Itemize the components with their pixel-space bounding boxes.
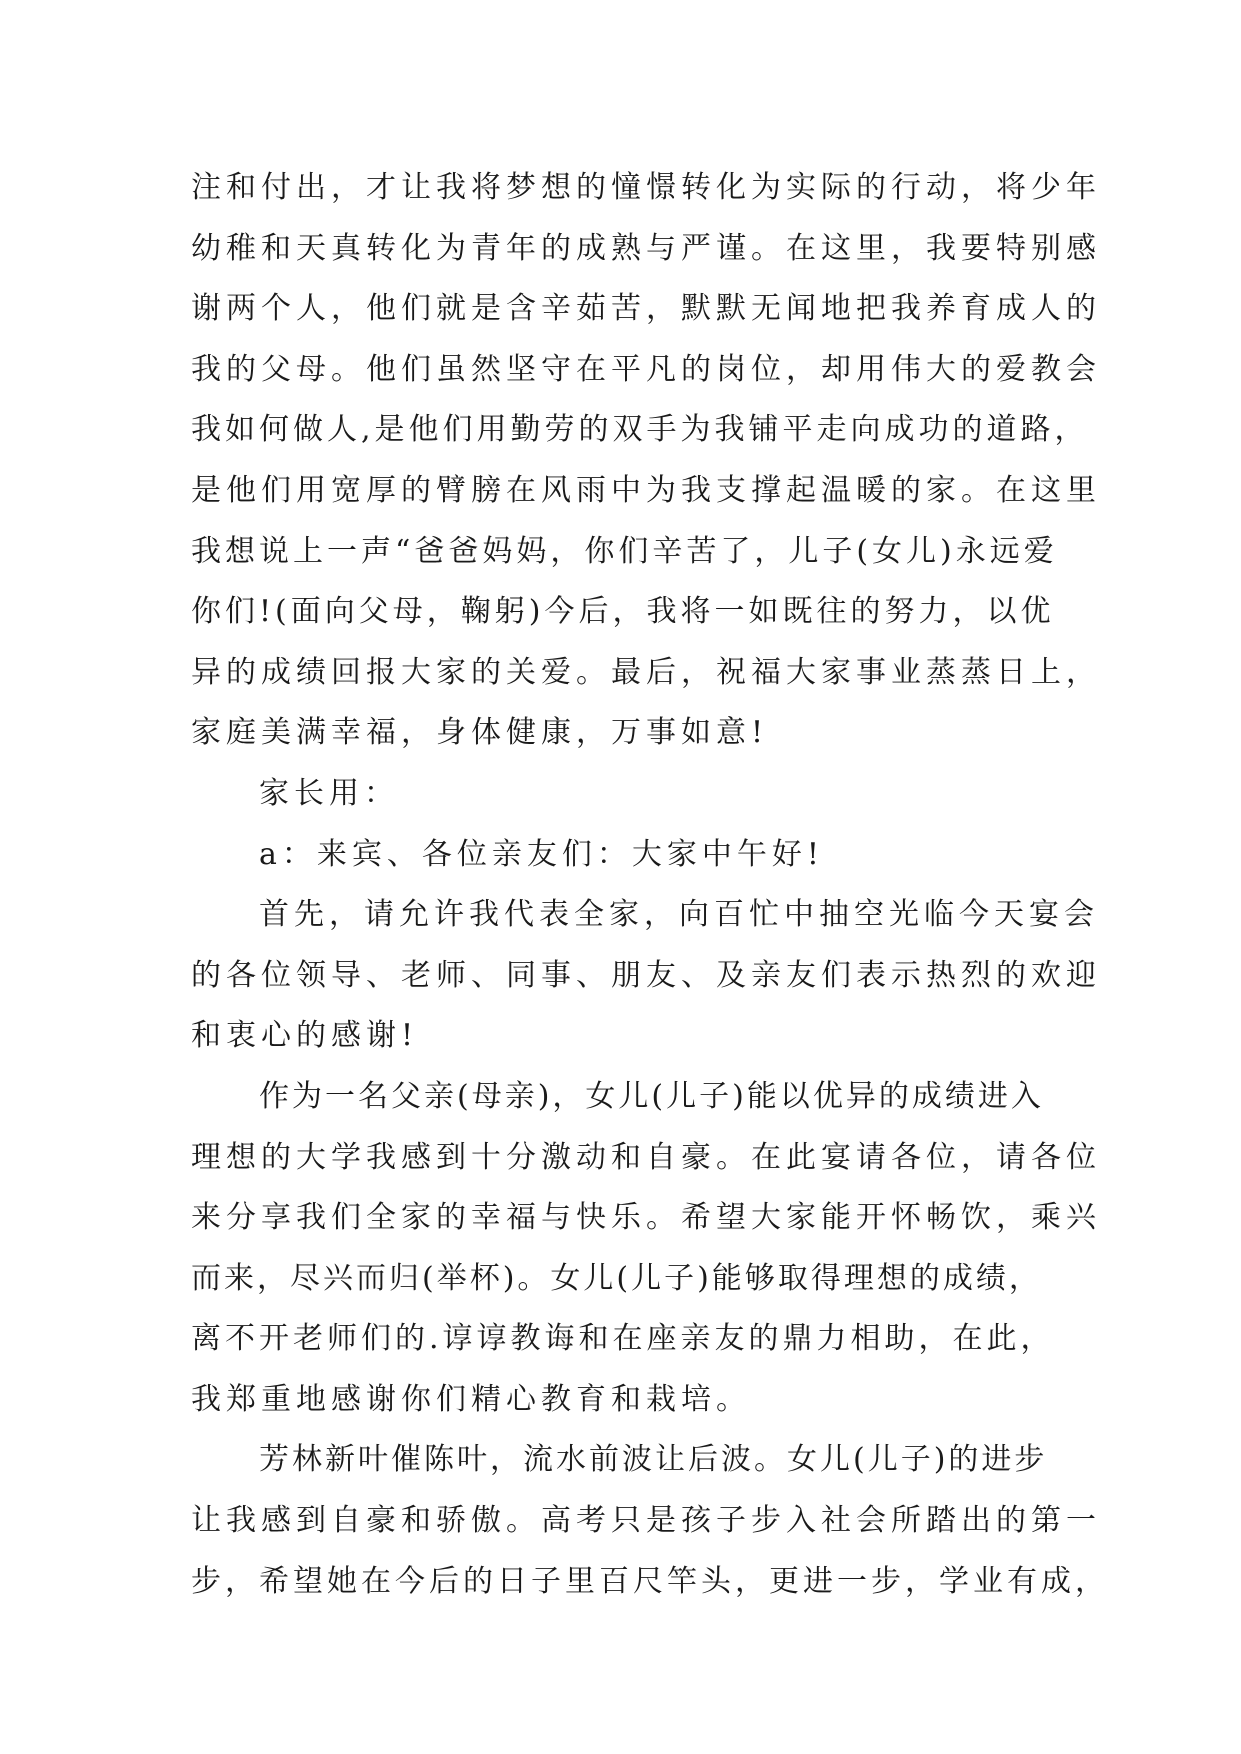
text-line: 理想的大学我感到十分激动和自豪。在此宴请各位，请各位: [191, 1139, 1101, 1175]
text-line: 注和付出，才让我将梦想的憧憬转化为实际的行动，将少年: [191, 170, 1101, 205]
text-line: 步，希望她在今后的日子里百尺竿头，更进一步，学业有成，: [191, 1563, 1109, 1599]
text-line: 异的成绩回报大家的关爱。最后，祝福大家事业蒸蒸日上，: [191, 654, 1101, 690]
text-line: 是他们用宽厚的臂膀在风雨中为我支撑起温暖的家。在这里: [191, 472, 1101, 508]
text-line: 而来，尽兴而归(举杯)。女儿(儿子)能够取得理想的成绩，: [191, 1260, 1042, 1296]
text-line: 我想说上一声“爸爸妈妈，你们辛苦了，儿子(女儿)永远爱: [191, 533, 1058, 569]
text-line: 我郑重地感谢你们精心教育和栽培。: [191, 1381, 751, 1417]
text-line: 我如何做人,是他们用勤劳的双手为我铺平走向成功的道路，: [191, 412, 1089, 448]
text-line: 谢两个人，他们就是含辛茹苦，默默无闻地把我养育成人的: [191, 291, 1101, 327]
text-line: 和衷心的感谢!: [191, 1018, 419, 1054]
paragraph-first-line: 首先，请允许我代表全家，向百忙中抽空光临今天宴会: [259, 897, 1099, 933]
greeting-line: a：来宾、各位亲友们：大家中午好!: [259, 836, 824, 872]
text-line: 让我感到自豪和骄傲。高考只是孩子步入社会所踏出的第一: [191, 1503, 1101, 1539]
section-heading: 家长用：: [259, 775, 399, 811]
text-line: 我的父母。他们虽然坚守在平凡的岗位，却用伟大的爱教会: [191, 351, 1101, 387]
text-line: 来分享我们全家的幸福与快乐。希望大家能开怀畅饮，乘兴: [191, 1200, 1101, 1236]
text-line: 幼稚和天真转化为青年的成熟与严谨。在这里，我要特别感: [191, 230, 1101, 266]
paragraph-first-line: 作为一名父亲(母亲)，女儿(儿子)能以优异的成绩进入: [259, 1078, 1044, 1114]
document-page: [191, 158, 1109, 1612]
text-line: 你们!(面向父母，鞠躬)今后，我将一如既往的努力，以优: [191, 594, 1055, 630]
text-line: 的各位领导、老师、同事、朋友、及亲友们表示热烈的欢迎: [191, 957, 1101, 993]
text-line: 离不开老师们的.谆谆教诲和在座亲友的鼎力相助，在此，: [191, 1321, 1055, 1357]
paragraph-first-line: 芳林新叶催陈叶，流水前波让后波。女儿(儿子)的进步: [259, 1442, 1048, 1478]
text-line: 家庭美满幸福，身体健康，万事如意!: [191, 715, 769, 751]
